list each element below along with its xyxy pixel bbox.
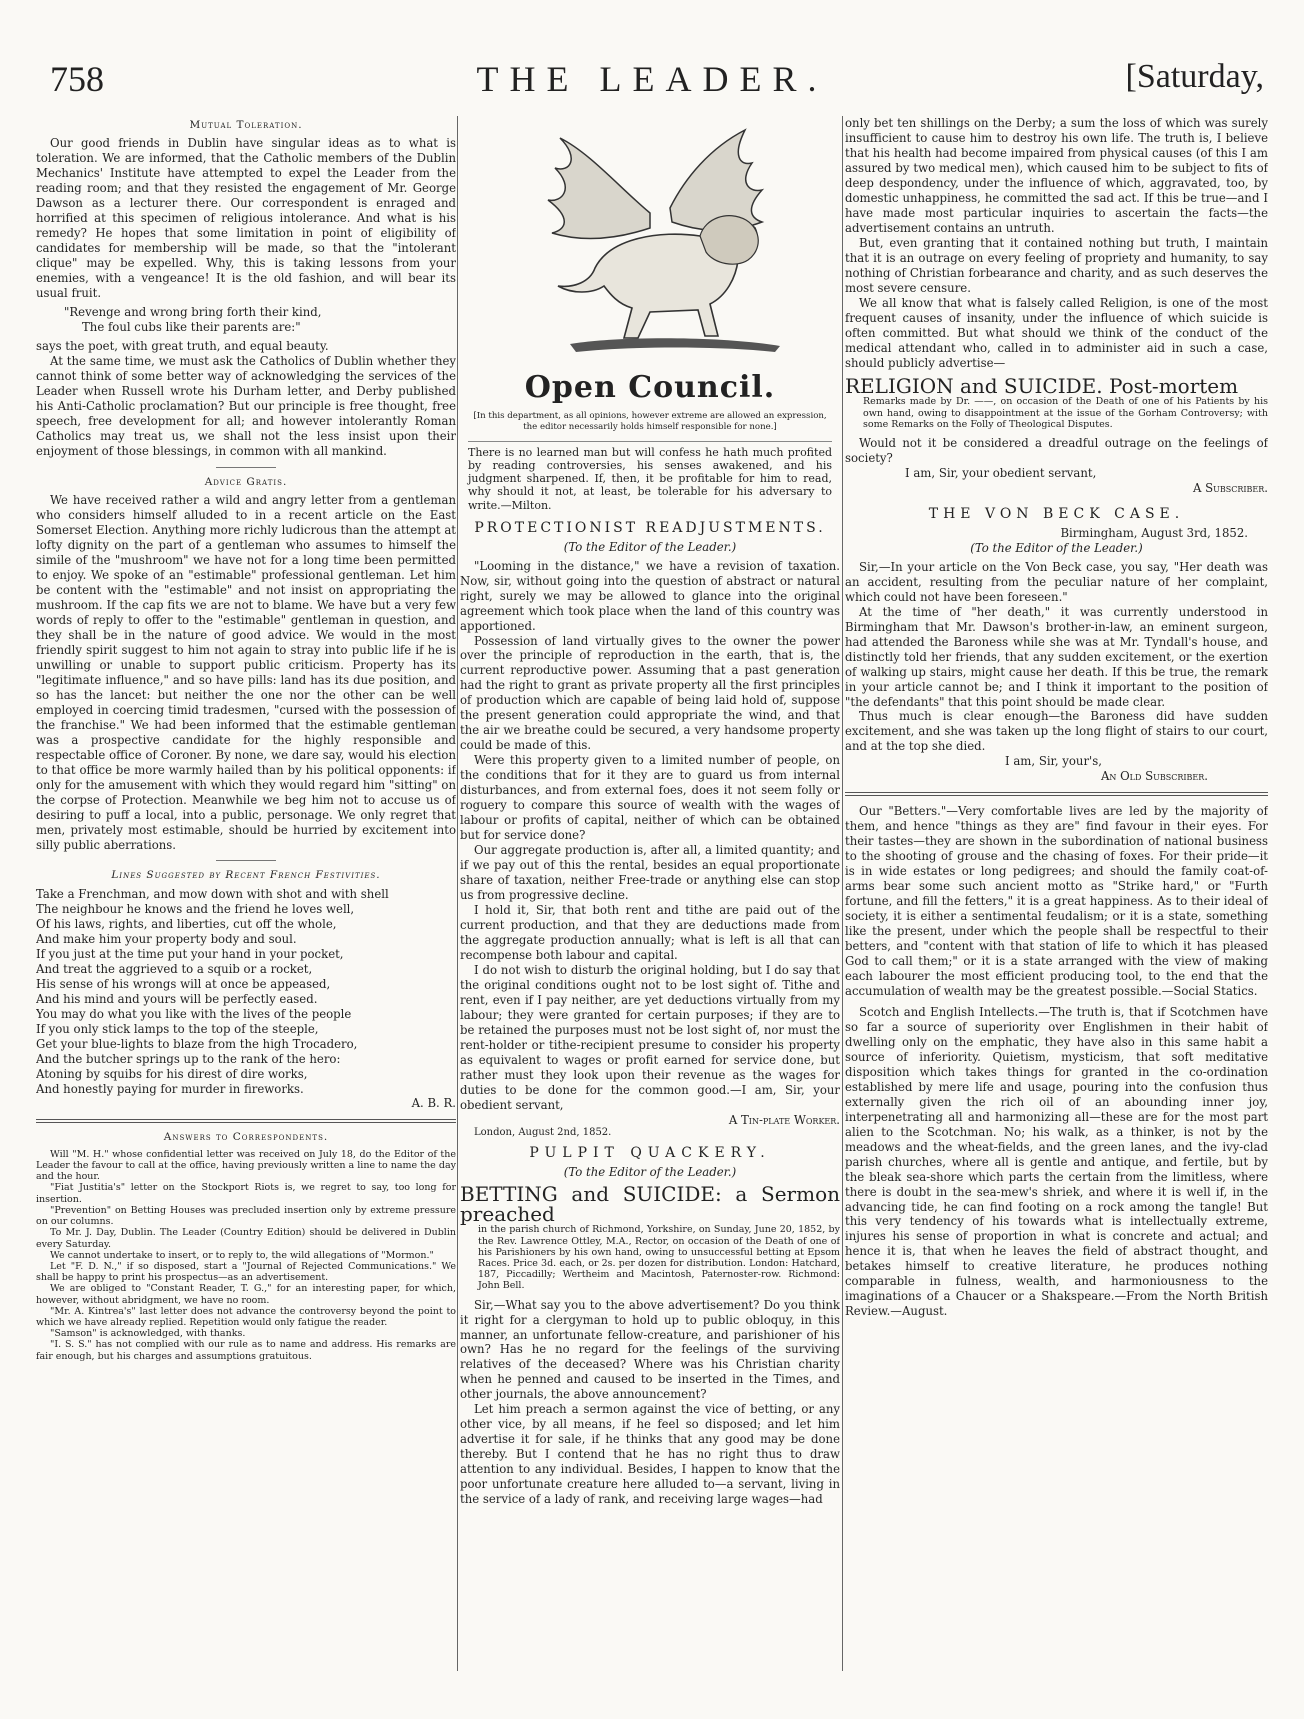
letter-paragraph: We all know that what is falsely called Religion, is one of the most frequent causes of insanity, under the influence of which suicide is often committed. But what should we think of the conduct of the medical attendant who, called in to administer aid in such a case, should publicly advertise— [845,295,1268,370]
letter-date: Birmingham, August 3rd, 1852. [1060,525,1248,540]
poem-line: If you just at the time put your hand in your pocket, [36,946,344,961]
letter-signature: An Old Subscriber. [1100,769,1208,784]
poem-line: His sense of his wrongs will at once be appeased, [36,976,331,991]
answer-item: Let "F. D. N.," if so disposed, start a "Journal of Rejected Communications." We shall be happy to print his prospectus—as an advertisement. [36,1260,456,1284]
heading-lines-french-festivities: Lines Suggested by Recent French Festivities. [111,869,381,882]
letter-paragraph: I hold it, Sir, that both rent and tithe are paid out of the current production, and that they are deductions made from the aggregate production annually; what is left is all that can recompense both labour and capital. [460,902,840,962]
letter-close: I am, Sir, your obedient servant, [905,466,1097,481]
letter-paragraph: At the time of "her death," it was currently understood in Birmingham that Mr. Dawson's brother-in-law, an eminent surgeon, had attended the Baroness while she was at Mr. Tyndall's house, and distinctly told her friends, that any sudden excitement, or the exertion of walking up stairs, might cause her death. If this be true, the remark in your article cannot be; and I think it important to the position of "the defendants" that this point should be made clear. [845,604,1268,709]
article-scotch-english: Scotch and English Intellects.—The truth is, that if Scotchmen have so far a source of superiority over Englishmen in their habit of dwelling only on the emphatic, they have also in this same habit a source of inferiority. Quietism, mysticism, that soft meditative disposition which takes things for granted in the co-ordination established by mere life and usage, pouring into the confusion thus externally given the rich oil of an abounding inner joy, interpenetrating all and harmonizing all—these are for the most part alien to the Scotchman. No; his walk, as a thinker, is not by the meadows and the wheat-fields, and the green lanes, and the ivy-clad parish churches, where all is gentle and antique, and fertile, but by the bleak sea-shore which parts the certain from the limitless, where there is doubt in the sea-mew's shriek, and where it is well if, in the advancing tide, he can find footing on a rock among the tangle! But this very tendency of his towards what is intellectually extreme, injures his sense of proportion in what is concrete and actual; and hence it is, that when he leaves the field of abstract thought, and betakes himself to creative literature, he produces nothing comparable in fulness, wealth, and harmoniousness to the imaginations of a Chaucer or a Shakspeare.—From the North British Review.—August. [845,1004,1268,1319]
issue-day: [Saturday, [1125,58,1264,95]
answer-item: We are obliged to "Constant Reader, T. G.," for an interesting paper, for which, however, without abridgment, we have no room. [36,1283,456,1306]
letter-paragraph: I do not wish to disturb the original holding, but I do say that the original conditions ought not to be lost sight of. Tithe and rent, even if I pay neither, are yet deductions virtually from my labour; they were granted for certain purposes; if they are to be retained the purposes must not be lost sight of, nor must the rent-holder or tithe-recipient presume to consider his property as equivalent to wages or profit earned for service done, but rather must they look upon their revenue as the wages for duties to be done for the common good.—I am, Sir, your obedient servant, [460,962,840,1112]
advert-text: Remarks made by Dr. ——, on occasion of the Death of one of his Patients by his own hand, owing to disappointment at the issue of the Gorham Controversy; with some Remarks on the Folly of Theological Disputes. [863,396,1268,430]
advert-title: BETTING and SUICIDE: a Sermon preached [460,1182,840,1227]
heading-pulpit-quackery: PULPIT QUACKERY. [529,1145,771,1162]
article-betters: Our "Betters."—Very comfortable lives are led by the majority of them, and hence "things as they are" find favour in their eyes. For their tastes—they are shown in the subordination of national business to the shooting of grouse and the chasing of foxes. For their pride—it is in wide estates or long pedigrees; and should the family coat-of-arms bear some such ancient motto as "Strike hard," or "Furth fortune, and fill the fetters," it is a great happiness. As to their ideal of society, it is either a sentimental feudalism; or it is a state, something like the present, under which the people shall be respectful to their betters, and "content with that station of life to which it has pleased God to call them;" or it is a state arranged with the view of making each labourer the most efficient producing tool, to the end that the accumulation of wealth may be the greatest possible.—Social Statics. [845,804,1268,998]
article-paragraph: We have received rather a wild and angry letter from a gentleman who considers himself alluded to in a recent article on the East Somerset Election. Anything more richly ludicrous than the attempt at lofty dignity on the part of a gentleman who assumes to himself the simile of the "mushroom" we have not for a long time been permitted to enjoy. We spoke of an "estimable" professional gentleman. Let him be content with the "estimable" and not insist on appropriating the mushroom. If the cap fits we are not to blame. We have but a very few words of reply to offer to the "estimable" gentleman in question, and they shall be in the nature of good advice. We would in the most friendly spirit suggest to him not again to stray into public life if he is unwilling or unable to support public criticism. Property has its "legitimate influence," and so have pills: land has its due position, and so has the lancet: but neither the one nor the other can be well employed in coercing timid tradesmen, "cursed with the possession of the franchise." We had been informed that the estimable gentleman was a prospective candidate for the highly responsible and respectable office of Coroner. By none, we dare say, would his election to that office be more warmly hailed than by his political opponents: if only for the amusement with which they would regard him "sitting" on the corpse of Protection. Meanwhile we beg him not to accuse us of desiring to puff a local, into a public, personage. We only regret that men, privately most estimable, should be hurried by excitement into silly public aberrations. [36,493,456,852]
letter-paragraph: Thus much is clear enough—the Baroness did have sudden excitement, and she was taken up the long flight of stairs to our court, and at the top she died. [845,709,1268,754]
poem-line: And treat the aggrieved to a squib or a rocket, [36,961,313,976]
answer-item: "Samson" is acknowledged, with thanks. [50,1328,246,1340]
letter-signature: A Tin-plate Worker. [728,1112,840,1127]
separator [216,860,276,861]
answer-item: "Mr. A. Kintrea's" last letter does not advance the controversy beyond the point to which we have already replied. Repetition would only fatigue the reader. [36,1305,456,1328]
poem-line: The neighbour he knows and the friend he loves well, [36,901,355,916]
winged-lion-vignette [500,118,800,373]
poem-line: And the butcher springs up to the rank of the hero: [36,1051,341,1066]
article-paragraph: says the poet, with great truth, and equal beauty. [36,339,329,354]
letter-paragraph: Our aggregate production is, after all, a limited quantity; and if we pay out of this the rental, besides an equal proportionate share of taxation, neither Free-trade or anything else can stop us from progressive decline. [460,843,840,902]
letter-signature: A Subscriber. [1192,480,1268,495]
poem [36,887,456,1097]
to-editor: (To the Editor of the Leader.) [970,540,1143,555]
letter-paragraph: Would not it be considered a dreadful outrage on the feelings of society? [845,436,1268,466]
column-1 [36,116,456,1679]
department-notice: [In this department, as all opinions, however extreme are allowed an expression, the editor necessarily holds himself responsible for none.] [473,411,827,433]
poem-line: Atoning by squibs for his direst of dire works, [36,1066,308,1081]
column-2 [460,116,840,1679]
newspaper-title: THE LEADER. [476,59,828,99]
separator [216,467,276,468]
milton-quote: There is no learned man but will confess he hath much profited by reading controversies, his senses awakened, and his judgment sharpened. If, then, it be profitable for him to read, why should it not, at least, be tolerable for his adversary to write.—Milton. [468,441,832,512]
letter-paragraph: Sir,—In your article on the Von Beck case, you say, "Her death was an accident, resulting from the peculiar nature of her complaint, which could not have been foreseen." [845,559,1268,604]
letter-paragraph: only bet ten shillings on the Derby; a sum the loss of which was surely insufficient to cause him to destroy his own life. The truth is, I believe that his health had become impaired from physical causes (of this I am assured by two medical men), which caused him to be subject to fits of deep despondency, under the influence of which, aggravated, too, by domestic unhappiness, he committed the sad act. If this be true—and I have made most particular inquiries to ascertain the facts—the advertisement contains an untruth. [845,116,1268,235]
answers-list [36,1149,456,1362]
to-editor: (To the Editor of the Leader.) [563,1165,737,1180]
heading-advice-gratis: Advice Gratis. [204,475,288,488]
heading-von-beck: THE VON BECK CASE. [928,505,1185,522]
letter-close: I am, Sir, your's, [1005,754,1102,769]
poem-line: Get your blue-lights to blaze from the high Trocadero, [36,1036,358,1051]
poem-line: Take a Frenchman, and mow down with shot and with shell [36,886,389,901]
letter-paragraph: "Looming in the distance," we have a revision of taxation. Now, sir, without going into the question of abstract or natural right, surely we may be allowed to glance into the original agreement which took place when the land of this country was apportioned. [460,558,840,633]
poem-line: And honestly paying for murder in fireworks. [36,1081,304,1096]
poem-line: If you only stick lamps to the top of the steeple, [36,1021,319,1036]
letter-paragraph: Let him preach a sermon against the vice of betting, or any other vice, by all means, if he feel so disposed; and let him advertise it for sale, if he thinks that any good may be done thereby. But I contend that he has no right thus to draw attention to any individual. Besides, I happen to know that the poor unfortunate creature here alluded to—a servant, living in the service of a lady of rank, and receiving large wages—had [460,1402,840,1507]
double-rule [36,1119,456,1123]
letter-date: London, August 2nd, 1852. [474,1127,612,1139]
page-header [30,52,1274,112]
poem-line: Of his laws, rights, and liberties, cut off the whole, [36,916,337,931]
advert-title: RELIGION and SUICIDE. Post-mortem [845,374,1239,399]
poem-line: And make him your property body and soul. [36,931,297,946]
heading-mutual-toleration: Mutual Toleration. [189,119,303,131]
verse-quote [64,305,456,335]
verse-line: The foul cubs like their parents are:" [82,320,301,335]
open-council-title: Open Council. [524,370,776,405]
answer-item: "Fiat Justitia's" letter on the Stockport Riots is, we regret to say, too long for insertion. [36,1182,456,1205]
answer-item: "I. S. S." has not complied with our rule as to name and address. His remarks are fair enough, but his charges and assumptions gratuitous. [36,1339,456,1362]
lion-wing-right [670,130,762,230]
poem-line: And his mind and yours will be perfectly eased. [36,991,318,1006]
column-rule [842,116,843,1671]
article-paragraph: Our good friends in Dublin have singular ideas as to what is toleration. We are informed, that the Catholic members of the Dublin Mechanics' Institute have attempted to expel the Leader from the reading room; and that they resisted the engagement of Mr. George Dawson as a lecturer there. Our correspondent is enraged and horrified at this specimen of religious intolerance. And what is his remedy? He hopes that some limitation in point of eligibility of candidates for membership will be made, so that the "intolerant clique" may be expelled. Why, this is taking lessons from your enemies, with a vengeance! It is the old fashion, and will bear its usual fruit. [36,136,456,301]
advert-text: in the parish church of Richmond, Yorkshire, on Sunday, June 20, 1852, by the Rev. Lawrence Ottley, M.A., Rector, on occasion of the Death of one of his Parishioners by his own hand, owing to unsuccessful betting at Epsom Races. Price 3d. each, or 2s. per dozen for distribution. London: Hatchard, 187, Piccadilly; Wertheim and Macintosh, Paternoster-row. Richmond: John Bell. [478,1224,840,1292]
letter-paragraph: Possession of land virtually gives to the owner the power over the principle of reproduction in the earth, that is, the current reproductive power. Assuming that a past generation had the right to grant as private property all the first principles of production which are capable of being laid hold of, suppose the present generation could appropriate the wind, and that the air we breathe could be secured, a very handsome property could be made of this. [460,633,840,753]
page-number: 758 [50,59,104,99]
column-3 [845,116,1268,1679]
answer-item: "Prevention" on Betting Houses was precluded insertion only by extreme pressure on our columns. [36,1204,456,1228]
double-rule [845,792,1268,796]
lion-shadow [570,338,780,352]
verse-line: "Revenge and wrong bring forth their kind, [64,305,322,320]
letter-paragraph: Sir,—What say you to the above advertisement? Do you think it right for a clergyman to hold up to public obloquy, in this manner, an unfortunate fellow-creature, and parishioner of his own? Has he no regard for the feelings of the surviving relatives of the deceased? Where was his Christian charity when he penned and caused to be inserted in the Times, and other journals, the above announcement? [460,1297,840,1402]
lion-wing [548,138,650,238]
poem-signature: A. B. R. [411,1096,456,1111]
answer-item: Will "M. H." whose confidential letter was received on July 18, do the Editor of the Leader the favour to call at the office, having previously written a line to name the day and the hour. [36,1148,456,1183]
heading-protectionist: PROTECTIONIST READJUSTMENTS. [474,519,826,536]
column-rule [457,116,458,1671]
answer-item: We cannot undertake to insert, or to reply to, the wild allegations of "Mormon." [50,1249,434,1261]
article-paragraph: At the same time, we must ask the Catholics of Dublin whether they cannot think of some better way of acknowledging the services of the Leader when Russell wrote his Durham letter, and Derby published his Anti-Catholic proclamation? But our principle is free thought, free speech, free development for all; and however intolerantly Roman Catholics may treat us, we shall not the less insist upon their enjoyment of those blessings, in common with all mankind. [36,354,456,458]
poem-line: You may do what you like with the lives of the people [36,1006,352,1021]
letter-paragraph: Were this property given to a limited number of people, on the conditions that for it they are to guard us from internal disturbances, and from external foes, does it not seem folly or roguery to compare this source of wealth with the wages of labour or profits of capital, neither of which can be obtained but for service done? [460,753,840,843]
answer-item: To Mr. J. Day, Dublin. The Leader (Country Edition) should be delivered in Dublin every Saturday. [36,1227,456,1250]
heading-answers-correspondents: Answers to Correspondents. [163,1131,329,1144]
to-editor: (To the Editor of the Leader.) [563,539,737,554]
letter-paragraph: But, even granting that it contained nothing but truth, I maintain that it is an outrage on every feeling of propriety and humanity, to say nothing of Christian forbearance and charity, and as such deserves the most severe censure. [845,235,1268,295]
